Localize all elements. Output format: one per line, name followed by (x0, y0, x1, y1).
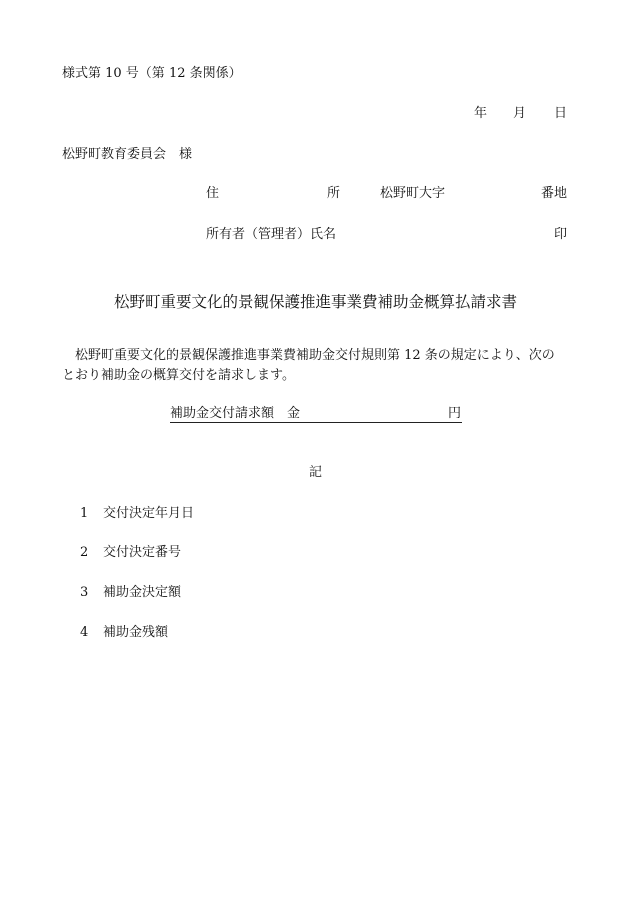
amount-unit: 円 (448, 406, 462, 421)
address-label-2: 所 (327, 186, 341, 201)
body-line-1: 松野町重要文化的景観保護推進事業費補助金交付規則第 12 条の規定により、次の (75, 348, 555, 363)
address-suffix: 番地 (541, 186, 568, 201)
address-value: 松野町大字 (380, 186, 446, 201)
item-number: 2 (80, 545, 89, 560)
item-number: 1 (80, 506, 89, 521)
seal-mark: 印 (554, 227, 568, 242)
item-number: 3 (80, 585, 89, 600)
owner-name-label: 所有者（管理者）氏名 (206, 227, 337, 242)
item-label: 補助金残額 (103, 625, 169, 640)
item-label: 補助金決定額 (103, 585, 182, 600)
addressee: 松野町教育委員会 様 (62, 147, 193, 162)
ki-heading: 記 (309, 465, 323, 480)
document-title: 松野町重要文化的景観保護推進事業費補助金概算払請求書 (114, 293, 518, 311)
date-month-label: 月 (513, 106, 527, 121)
amount-label: 補助金交付請求額 金 (170, 406, 301, 421)
address-label-1: 住 (206, 186, 220, 201)
date-year-label: 年 (474, 106, 488, 121)
item-number: 4 (80, 625, 89, 640)
date-day-label: 日 (554, 106, 568, 121)
body-line-2: とおり補助金の概算交付を請求します。 (62, 368, 295, 383)
item-label: 交付決定年月日 (103, 506, 195, 521)
item-label: 交付決定番号 (103, 545, 182, 560)
form-number: 様式第 10 号（第 12 条関係） (62, 66, 242, 81)
